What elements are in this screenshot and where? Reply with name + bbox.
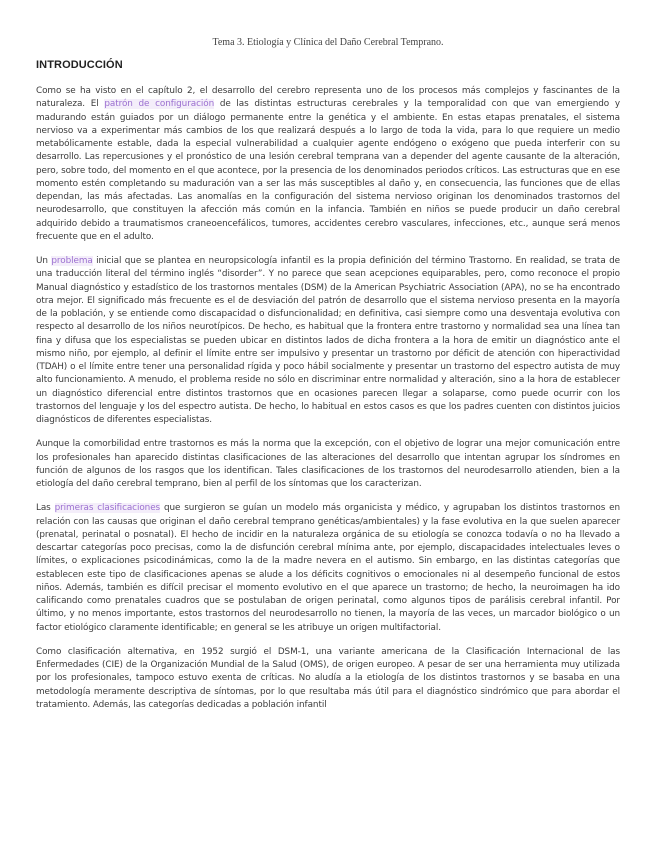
paragraph-text: inicial que se plantea en neuropsicología infantil es la propia definición del término Trastorno. En realidad, se trata de una traducción literal del término inglés “disorder”. Y no parece que sean acepciones equiparables, pero, como reconoce el propio Manual diagnóstico y estadístico de los trastornos mentales (DSM) de la American Psychiatric Association (APA), no se ha encontrado otra mejor. El significado más frecuente es el de desviación del patrón de desarrollo que el sistema nervioso presenta en la mayoría de la población, y se entiende como discapacidad o disfuncionalidad; en definitiva, casi siempre como una desventaja evolutiva con respecto al desarrollo de los niños neurotípicos. De hecho, es habitual que la frontera entre trastorno y normalidad sea una línea tan fina y difusa que los especialistas se pueden ubicar en distintos lados de dicha frontera a la hora de emitir un diagnóstico ante el mismo niño, por ejemplo, al definir el límite entre ser impulsivo y presentar un trastorno por déficit de atención con hiperactividad (TDAH) o el límite entre tener una personalidad rígida y poco hábil socialmente y presentar un trastorno del espectro autista de muy alto funcionamiento. A menudo, el problema reside no sólo en discriminar entre normalidad y alteración, sino a la hora de establecer un diagnóstico diferencial entre distintos trastornos que en ocasiones parecen llegar a solaparse, como puede ocurrir con los trastornos del lenguaje y los del espectro autista. De hecho, lo habitual en estos casos es que los padres cuenten con distintos juicios diagnósticos de diferentes especialistas. bbox=[36, 256, 620, 425]
paragraph-text: Las bbox=[36, 503, 55, 514]
paragraph-text: Como clasificación alternativa, en 1952 surgió el DSM-1, una variante americana de la Clasificación Internacional de las Enfermedades (CIE) de la Organización Mundial de la Salud (OMS), de origen europeo. A pesar de ser una herramienta muy utilizada por los profesionales, tampoco estuvo exenta de críticas. No aludía a la etiología de los distintos trastornos y se basaba en una metodología meramente descriptiva de síntomas, por lo que resultaba más útil para el diagnóstico sindrómico que para abordar el tratamiento. Además, las categorías dedicadas a población infantil bbox=[36, 646, 620, 710]
highlighted-term: patrón de configuración bbox=[104, 99, 215, 110]
paragraph-text: que surgieron se guían un modelo más organicista y médico, y agrupaban los distintos trastornos en relación con las causas que originan el daño cerebral temprano genéticas/ambientales) y la fase evolutiva en la que suelen aparecer (prenatal, perinatal o posnatal). El hecho de incidir en la naturaleza orgánica de su etiología se conozca todavía o no ha llevado a descartar categorías poco precisas, como la de disfunción cerebral mínima ante, por ejemplo, discapacidades intelectuales leves o límites, o explicaciones psicodinámicas, como la de la madre nevera en el autismo. Sin embargo, en las distintas categorías que establecen este tipo de clasificaciones apenas se alude a los déficits cognitivos o emocionales ni al desempeño funcional de estos niños. Además, también es difícil precisar el momento evolutivo en el que aparece un trastorno; de hecho, la neuroimagen ha ido calificando como prenatales cuadros que se postulaban de origen perinatal, como algunos tipos de parálisis cerebral infantil. Por último, y no menos importante, estos trastornos del neurodesarrollo no tienen, la mayoría de las veces, un marcador biológico o un factor etiológico claramente identificable; en general se les atribuye un origen multifactorial. bbox=[36, 503, 620, 633]
paragraph-text: Un bbox=[36, 256, 52, 266]
paragraph-3 bbox=[36, 438, 620, 491]
paragraph-text: Como se ha visto en el capítulo 2, el desarrollo del cerebro representa uno de los procesos más complejos y fascinantes de la naturaleza. El bbox=[36, 86, 620, 110]
paragraph-2 bbox=[36, 255, 620, 427]
paragraph-5 bbox=[36, 646, 620, 712]
paragraph-1 bbox=[36, 85, 620, 244]
highlighted-term: problema bbox=[51, 256, 93, 266]
running-header: Tema 3. Etiología y Clínica del Daño Cerebral Temprano. bbox=[212, 37, 444, 48]
paragraph-text: de las distintas estructuras cerebrales y la temporalidad con que van emergiendo y madurando están guiados por un diálogo permanente entre la genética y el ambiente. En estas etapas prenatales, el sistema nervioso va a experimentar más cambios de los que realizará después a lo largo de toda la vida, para lo que requiere un medio metabólicamente estable, dada la especial vulnerabilidad a cualquier agente endógeno o exógeno que pueda interferir con su desarrollo. Las repercusiones y el pronóstico de una lesión cerebral temprana van a depender del agente causante de la alteración, pero, sobre todo, del momento en el que acontece, por la presencia de los denominados periodos críticos. Las estructuras que en ese momento estén completando su maduración van a ser las más susceptibles al daño y, en consecuencia, las funciones que de ellas dependan, las más afectadas. Las anomalías en la configuración del sistema nervioso originan los denominados trastornos del neurodesarrollo, que constituyen la afección más común en la infancia. También en niños se puede producir un daño cerebral adquirido debido a traumatismos craneoencefálicos, tumores, accidentes cerebro vasculares, infecciones, etc., aunque será menos frecuente que en el adulto. bbox=[36, 99, 620, 242]
paragraph-text: Aunque la comorbilidad entre trastornos es más la norma que la excepción, con el objetivo de lograr una mejor comunicación entre los profesionales han aparecido distintas clasificaciones de las alteraciones del desarrollo que intentan agrupar los síndromes en función de algunos de los rasgos que los identifican. Tales clasificaciones de los trastornos del neurodesarrollo atienden, bien a la etiología del daño cerebral temprano, bien al perfil de los síntomas que los caracterizan. bbox=[36, 439, 620, 489]
document-page bbox=[36, 36, 620, 712]
highlighted-term: primeras clasificaciones bbox=[54, 503, 161, 514]
section-heading: INTRODUCCIÓN bbox=[36, 59, 123, 71]
paragraph-4 bbox=[36, 502, 620, 635]
